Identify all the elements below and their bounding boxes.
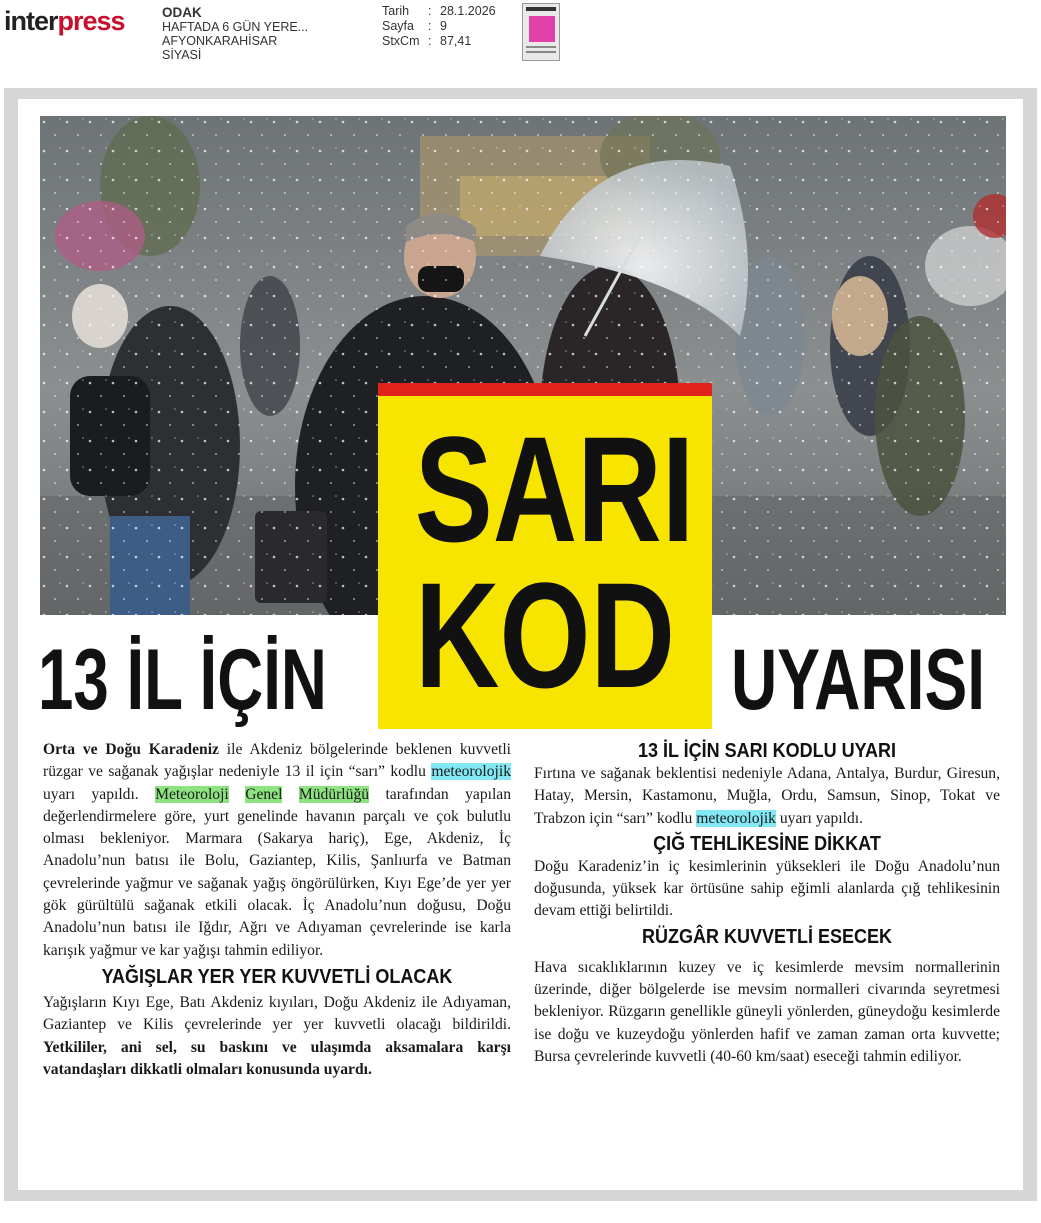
- text-run: [282, 786, 298, 803]
- subheading-rain: YAĞIŞLAR YER YER KUVVETLİ OLACAK: [101, 965, 453, 988]
- clipping-section: SİYASİ: [162, 48, 202, 62]
- bold-lead: Orta ve Doğu Karadeniz: [43, 741, 219, 758]
- highlight-word: Meteoroloji: [155, 785, 229, 803]
- logo-text-inter: inter: [4, 6, 58, 36]
- headline-left: 13 İL İÇİN: [38, 632, 327, 728]
- text-run: ile Akdeniz bölgelerinde beklenen kuvvetli rüzgar ve sağanak yağışlar nedeniyle 13 il için “sarı” kodlu: [43, 741, 511, 781]
- right-paragraph-1: [534, 763, 1000, 830]
- newspaper-page: [18, 99, 1023, 1190]
- highlight-word: meteorolojik: [431, 763, 511, 781]
- text-run: [229, 786, 245, 803]
- subheading-wind: RÜZGÂR KUVVETLİ ESECEK: [641, 925, 893, 948]
- left-paragraph-2: [43, 992, 511, 1081]
- date-value: 28.1.2026: [440, 4, 496, 18]
- logo-text-press: press: [57, 6, 125, 36]
- right-column: [534, 739, 1000, 1068]
- text-run: Fırtına ve sağanak beklentisi nedeniyle Adana, Antalya, Burdur, Giresun, Hatay, Mersin, Kastamonu, Muğla, Ordu, Samsun, Sinop, Tokat ve Trabzon için “sarı” kodlu: [534, 765, 1000, 827]
- stxcm-label: StxCm: [382, 34, 420, 48]
- meta-row-page: [382, 19, 496, 34]
- left-column: [43, 739, 511, 1081]
- page-colon: :: [428, 19, 432, 33]
- stxcm-colon: :: [428, 34, 432, 48]
- clipping-city: AFYONKARAHİSAR: [162, 34, 278, 48]
- text-run: uyarı yapıldı.: [43, 785, 156, 803]
- headline-right: UYARISI: [731, 632, 985, 728]
- highlight-word: Müdürlüğü: [298, 785, 370, 803]
- headline-box-line2: KOD: [414, 551, 675, 719]
- clipping-meta: [382, 4, 496, 49]
- publication-name: ODAK: [162, 5, 202, 20]
- interpress-logo: [4, 6, 125, 36]
- date-colon: :: [428, 4, 432, 18]
- left-paragraph-1: [43, 739, 511, 962]
- highlight-word: Genel: [245, 785, 283, 803]
- stxcm-value: 87,41: [440, 34, 472, 48]
- thumbnail-line: [526, 46, 556, 48]
- text-run: tarafından yapılan değerlendirmelere göre, yurt genelinde havanın parçalı ve çok bulutlu olması bekleniyor. Marmara (Sakarya hariç), Ege, Akdeniz, İç Anadolu’nun batısı ile Bolu, Gaziantep, Kilis, Şanlıurfa ve Batman çevrelerinde yağmur ve sağanak yağış öngörülürken, Kıyı Ege’de yer yer gök gürültülü sağanak etkili olacak. İç Anadolu’nun doğusu, Doğu Anadolu’nun batısı ile Iğdır, Ağrı ve Adıyaman çevrelerinde ise karla karışık yağmur ve kar yağışı tahmin ediliyor.: [43, 785, 511, 959]
- headline-yellow-box: [378, 383, 712, 729]
- meta-row-date: [382, 4, 496, 19]
- page-label: Sayfa: [382, 19, 414, 33]
- date-label: Tarih: [382, 4, 410, 18]
- page-thumbnail[interactable]: [522, 3, 560, 61]
- text-run: Yağışların Kıyı Ege, Batı Akdeniz kıyıları, Doğu Akdeniz ile Adıyaman, Gaziantep ve Kilis çevrelerinde yer yer kuvvetli olacağı bildirildi.: [43, 993, 511, 1034]
- meta-row-stxcm: [382, 34, 496, 49]
- highlight-word: meteorolojik: [696, 809, 776, 827]
- headline-box-line1: SARI: [414, 405, 695, 573]
- subheading-yellow-code: 13 İL İÇİN SARI KODLU UYARI: [637, 740, 897, 762]
- right-paragraph-2: Doğu Karadeniz’in iç kesimlerinin yüksekleri ile Doğu Anadolu’nun doğusunda, yüksek kar örtüsüne sahip eğimli alanlarda çığ tehlikesinin devam ettiği belirtildi.: [534, 857, 1000, 920]
- page-value: 9: [440, 19, 447, 33]
- thumbnail-masthead: [526, 7, 556, 11]
- clipping-frame: [4, 88, 1037, 1201]
- clipping-headline: HAFTADA 6 GÜN YERE...: [162, 20, 309, 34]
- text-run: uyarı yapıldı.: [775, 809, 863, 827]
- thumbnail-highlight: [529, 16, 555, 42]
- thumbnail-line: [526, 51, 556, 53]
- subheading-avalanche: ÇIĞ TEHLİKESİNE DİKKAT: [653, 832, 881, 855]
- bold-warning: Yetkililer, ani sel, su baskını ve ulaşımda aksamalara karşı vatandaşları dikkatli olmaları konusunda uyardı.: [43, 1038, 511, 1078]
- right-paragraph-3: Hava sıcaklıklarının kuzey ve iç kesimlerde mevsim normallerinin üzerinde, diğer bölgelerde ise mevsim normalleri civarında seyretmesi bekleniyor. Rüzgarın genellikle güneyli yönlerden, güneydoğu kesimlerde ise doğu ve kuzeydoğu yönlerden hafif ve zaman zaman orta kuvvette; Bursa çevrelerinde kuvvetli (40-60 km/saat) eseceği tahmin ediliyor.: [534, 958, 1000, 1065]
- clipping-info: [162, 6, 308, 62]
